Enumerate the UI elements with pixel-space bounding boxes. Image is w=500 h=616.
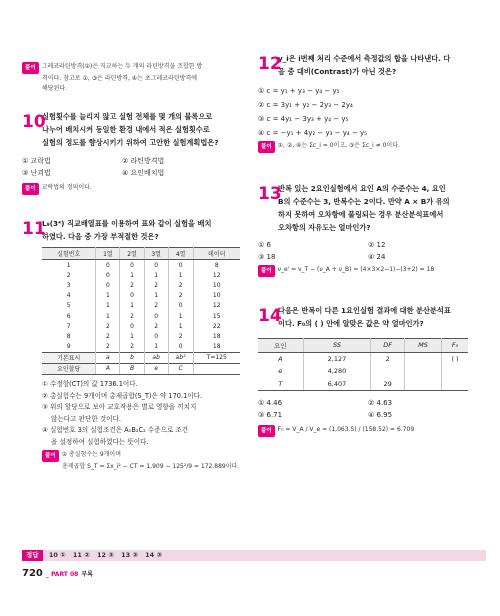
table-cell [405,365,442,378]
solution-text: ①, ②, ④는 Σc_i = 0이고, ③은 Σc_i ≠ 0이다. [277,142,400,149]
part-label: _ PART 08 [45,571,79,578]
table-cell: 요인할당 [42,363,96,374]
solution [258,141,486,153]
question-line: 오차항의 자유도는 얼마인가? [278,223,371,232]
table-cell: ab [144,352,168,363]
table-cell: 2 [144,301,168,311]
table-cell: 2,127 [303,352,371,365]
table-row [42,331,240,341]
table-cell: 2 [120,342,144,353]
table-cell: 2 [42,270,96,280]
table-row [42,291,240,301]
table-header: DF [371,339,405,353]
question-11 [22,217,244,472]
table-cell [405,352,442,365]
page-number: 720 [22,568,43,579]
solution-line: 그레코라틴방격(②)은 직교하는 두 개의 라틴방격을 조합한 방 [41,63,203,70]
options [258,397,486,421]
table-cell: 2 [96,321,120,331]
option-1[interactable]: ① 6 [258,241,271,249]
anova-table [258,338,468,391]
table-cell: 2 [144,280,168,290]
table-header: SS [303,339,371,353]
solution-tag: 풀이 [258,265,275,277]
option-3-cont: 않는다고 판단한 것이다. [51,414,121,423]
table-cell: 1 [168,321,193,331]
table-cell: 2 [168,280,193,290]
question-line: 다음은 반복이 다른 1요인실험 결과에 대한 분산분석표 [278,306,451,315]
solution-tag: 풀이 [258,141,275,153]
table-cell: 18 [212,332,221,340]
question-text [278,182,486,234]
question-line: 하였다. 다음 중 가장 부적절한 것은? [42,232,159,241]
solution-tag: 풀이 [42,450,59,462]
table-cell: 2 [371,352,405,365]
option-3[interactable]: ③ 18 [258,253,276,261]
solution [258,265,486,277]
solution-text: ν_e' = ν_T − (ν_A + ν_B) = (4×3×2−1)−(3+2) = 18 [277,266,435,273]
option-4[interactable]: ④ 24 [368,253,386,261]
table-cell: 10 [212,292,221,300]
question-number: 10 [22,112,46,132]
answer-item: 11 ② [72,551,90,559]
table-cell [193,363,240,374]
question-13 [258,182,486,277]
answer-label: 정답 [22,550,43,561]
question-line: B의 수준수는 3, 반복수는 2이다. 만약 A × B가 유의 [278,197,450,206]
question-number: 11 [22,219,46,239]
option-4[interactable]: ④ 6.95 [368,411,393,419]
question-line: 하지 못하여 오차항에 풀링되는 경우 분산분석표에서 [278,210,444,219]
table-cell: 0 [168,342,193,353]
solution-formula: 총제곱합 S_T = Σx_i² − CT = 1,909 − 125²/9 = 172.889이다. [62,463,240,471]
table-cell: C [168,363,193,374]
table-cell: 1 [144,291,168,301]
options [258,239,486,263]
table-cell: A [96,363,120,374]
answer-bar [22,550,486,561]
question-number: 13 [258,184,282,204]
table-cell [371,365,405,378]
solution-text: ② 총실험수는 9개이며 [61,451,122,459]
answer-item: 10 ① [48,551,66,559]
option-3[interactable]: ③ 난괴법 [22,169,51,177]
option-4[interactable]: ④ 요인배치법 [122,169,165,177]
table-cell: 0 [120,291,144,301]
option-2[interactable]: ② 4.63 [368,399,393,407]
solution-text: 교락법의 정의이다. [41,184,92,191]
option-2[interactable]: ② 라틴방격법 [122,157,165,165]
table-cell: T [258,378,303,391]
table-cell [405,378,442,391]
table-cell: 2 [96,331,120,341]
table-cell: 8 [214,261,219,269]
table-cell: e [144,363,168,374]
question-line: 이다. F₀의 ( ) 안에 알맞은 값은 약 얼마인가? [278,319,424,328]
table-row [42,260,240,271]
table-header: 4열 [168,248,193,260]
table-cell: 2 [168,291,193,301]
question-line: y_i은 i번째 처리 수준에서 측정값의 합을 나타낸다. 다 [278,54,451,63]
table-cell: 0 [96,280,120,290]
table-row [258,365,468,378]
table-cell: T=125 [193,352,240,363]
table-cell: 18 [212,343,221,351]
table-cell: 0 [168,301,193,311]
table-cell: 1 [42,260,96,271]
table-cell: 2 [120,311,144,321]
appendix-label: 부록 [81,571,93,578]
table-cell: B [120,363,144,374]
table-row [42,311,240,321]
basic-row [42,352,240,363]
solution [22,183,244,195]
table-cell: 2 [96,342,120,353]
table-cell: 7 [42,321,96,331]
table-cell: 2 [168,331,193,341]
table-cell: 0 [144,331,168,341]
table-cell: 15 [212,312,221,320]
table-cell: 9 [42,342,96,353]
solution-tag: 풀이 [22,183,39,195]
question-text [42,217,244,243]
table-cell [442,378,468,391]
table-row [42,270,240,280]
table-cell: 1 [144,342,168,353]
solution-line: 격이다. 참고로 ①, ③은 라틴방격, ④는 초그레코라틴방격에 [42,75,198,82]
option-2[interactable]: ② 총실험수는 9개이며 총제곱합(S_T)은 약 170.1이다. [42,391,203,400]
answer-item: 12 ③ [96,551,114,559]
table-cell: 29 [371,378,405,391]
solution-tag: 풀이 [258,425,275,437]
table-cell: 1 [144,270,168,280]
table-cell [442,365,468,378]
table-header: 실험번호 [42,248,96,260]
table-cell: 1 [168,311,193,321]
solution [258,425,486,437]
question-number: 12 [258,54,282,74]
table-header: MS [405,339,442,353]
factor-row [42,363,240,374]
solution-line: 해당된다. [42,85,68,92]
table-row [42,301,240,311]
option-2[interactable]: ② c = 3y₁ + y₂ − 2y₃ − 2y₄ [258,101,353,109]
table-cell: ab² [168,352,193,363]
table-cell: A [258,352,303,365]
table-cell: 1 [120,270,144,280]
table-body [42,260,240,375]
question-line: 실험의 정도를 향상시키기 위하여 고안한 실험계획법은? [42,138,219,147]
table-cell: a [96,352,120,363]
table-cell: b [120,352,144,363]
table-header: 데이터 [193,248,240,260]
table-header: 요인 [258,339,303,353]
answer-item: 13 ③ [121,551,138,559]
table-cell: 기본표시 [42,352,96,363]
table-cell: 1 [96,311,120,321]
question-10 [22,110,244,195]
table-cell: 3 [42,280,96,290]
option-1[interactable]: ① 4.46 [258,399,283,407]
solution-text: F₀ = V_A / V_e = (1,063.5) / (158.52) = 6.709 [277,426,415,433]
table-cell: 0 [120,321,144,331]
question-number: 14 [258,306,282,326]
options [42,379,244,448]
table-cell: 12 [212,271,221,279]
table-cell: 6 [42,311,96,321]
orthogonal-array-table [42,247,240,375]
table-cell: 4,280 [303,365,371,378]
option-4[interactable]: ④ 실험번호 3의 실험조건은 A₀B₂C₂ 수준으로 조건 [42,426,189,435]
table-cell: 1 [120,331,144,341]
table-cell: 2 [120,280,144,290]
option-4[interactable]: ④ c = −y₁ + 4y₂ − y₃ − y₄ − y₅ [258,129,367,137]
table-cell: 0 [144,260,168,271]
table-cell: 0 [120,260,144,271]
answer-item: 14 ③ [145,551,162,559]
table-row [258,352,468,365]
question-14 [258,304,486,437]
option-1[interactable]: ① c = y₁ + y₃ − y₄ − y₅ [258,87,340,95]
table-cell: 0 [96,270,120,280]
top-solution [22,62,244,94]
question-text [278,52,486,78]
table-header-row [42,248,240,260]
question-text [42,110,244,149]
table-cell: 10 [212,281,221,289]
question-text [278,304,486,330]
table-header: F₀ [442,339,468,353]
table-header: 1열 [96,248,120,260]
solution-tag: 풀이 [22,62,39,74]
table-header-row [258,339,468,353]
table-row [42,342,240,353]
table-cell: 0 [96,260,120,271]
option-1[interactable]: ① 교락법 [22,157,51,165]
table-header: 3열 [144,248,168,260]
table-cell: e [258,365,303,378]
table-cell: 0 [144,311,168,321]
question-line: 실험횟수를 늘리지 않고 실험 전체를 몇 개의 블록으로 [42,112,213,121]
option-4-cont: 을 설정하여 실험하였다는 뜻이다. [51,437,149,446]
table-row [42,321,240,331]
table-cell: 6,407 [303,378,371,391]
table-cell: 2 [144,321,168,331]
question-line: 반복 있는 2요인실험에서 요인 A의 수준수는 4, 요인 [278,184,446,193]
table-cell: 12 [212,302,221,310]
solution [42,450,244,472]
table-cell: 5 [42,301,96,311]
table-cell: 8 [42,331,96,341]
option-2[interactable]: ② 12 [368,241,386,249]
option-3[interactable]: ③ 6.71 [258,411,283,419]
table-cell: 1 [96,291,120,301]
question-line: 음 중 대비(Contrast)가 아닌 것은? [278,67,397,76]
table-row [258,378,468,391]
question-12 [258,52,486,153]
table-cell: 1 [168,270,193,280]
table-cell: 4 [42,291,96,301]
table-header: 2열 [120,248,144,260]
options [258,84,486,140]
option-3[interactable]: ③ c = 4y₁ − 3y₃ + y₄ − y₅ [258,115,349,123]
option-3[interactable]: ③ 위의 할당으로 보아 교호작용은 별로 영향을 끼치지 [42,403,197,412]
question-line: 나누어 배치시켜 동일한 환경 내에서 적은 실험횟수로 [42,125,210,134]
options [22,155,244,179]
table-cell: 0 [168,260,193,271]
page-footer [22,568,93,579]
table-cell: 1 [96,301,120,311]
table-cell-blank: ( ) [451,354,459,363]
option-1[interactable]: ① 수정항(CT)의 값 1736.1이다. [42,380,138,389]
table-row [42,280,240,290]
table-cell: 1 [120,301,144,311]
table-cell: 22 [212,322,221,330]
question-line: L₉(3⁴) 직교배열표를 이용하여 표와 같이 실험을 배치 [42,219,212,228]
